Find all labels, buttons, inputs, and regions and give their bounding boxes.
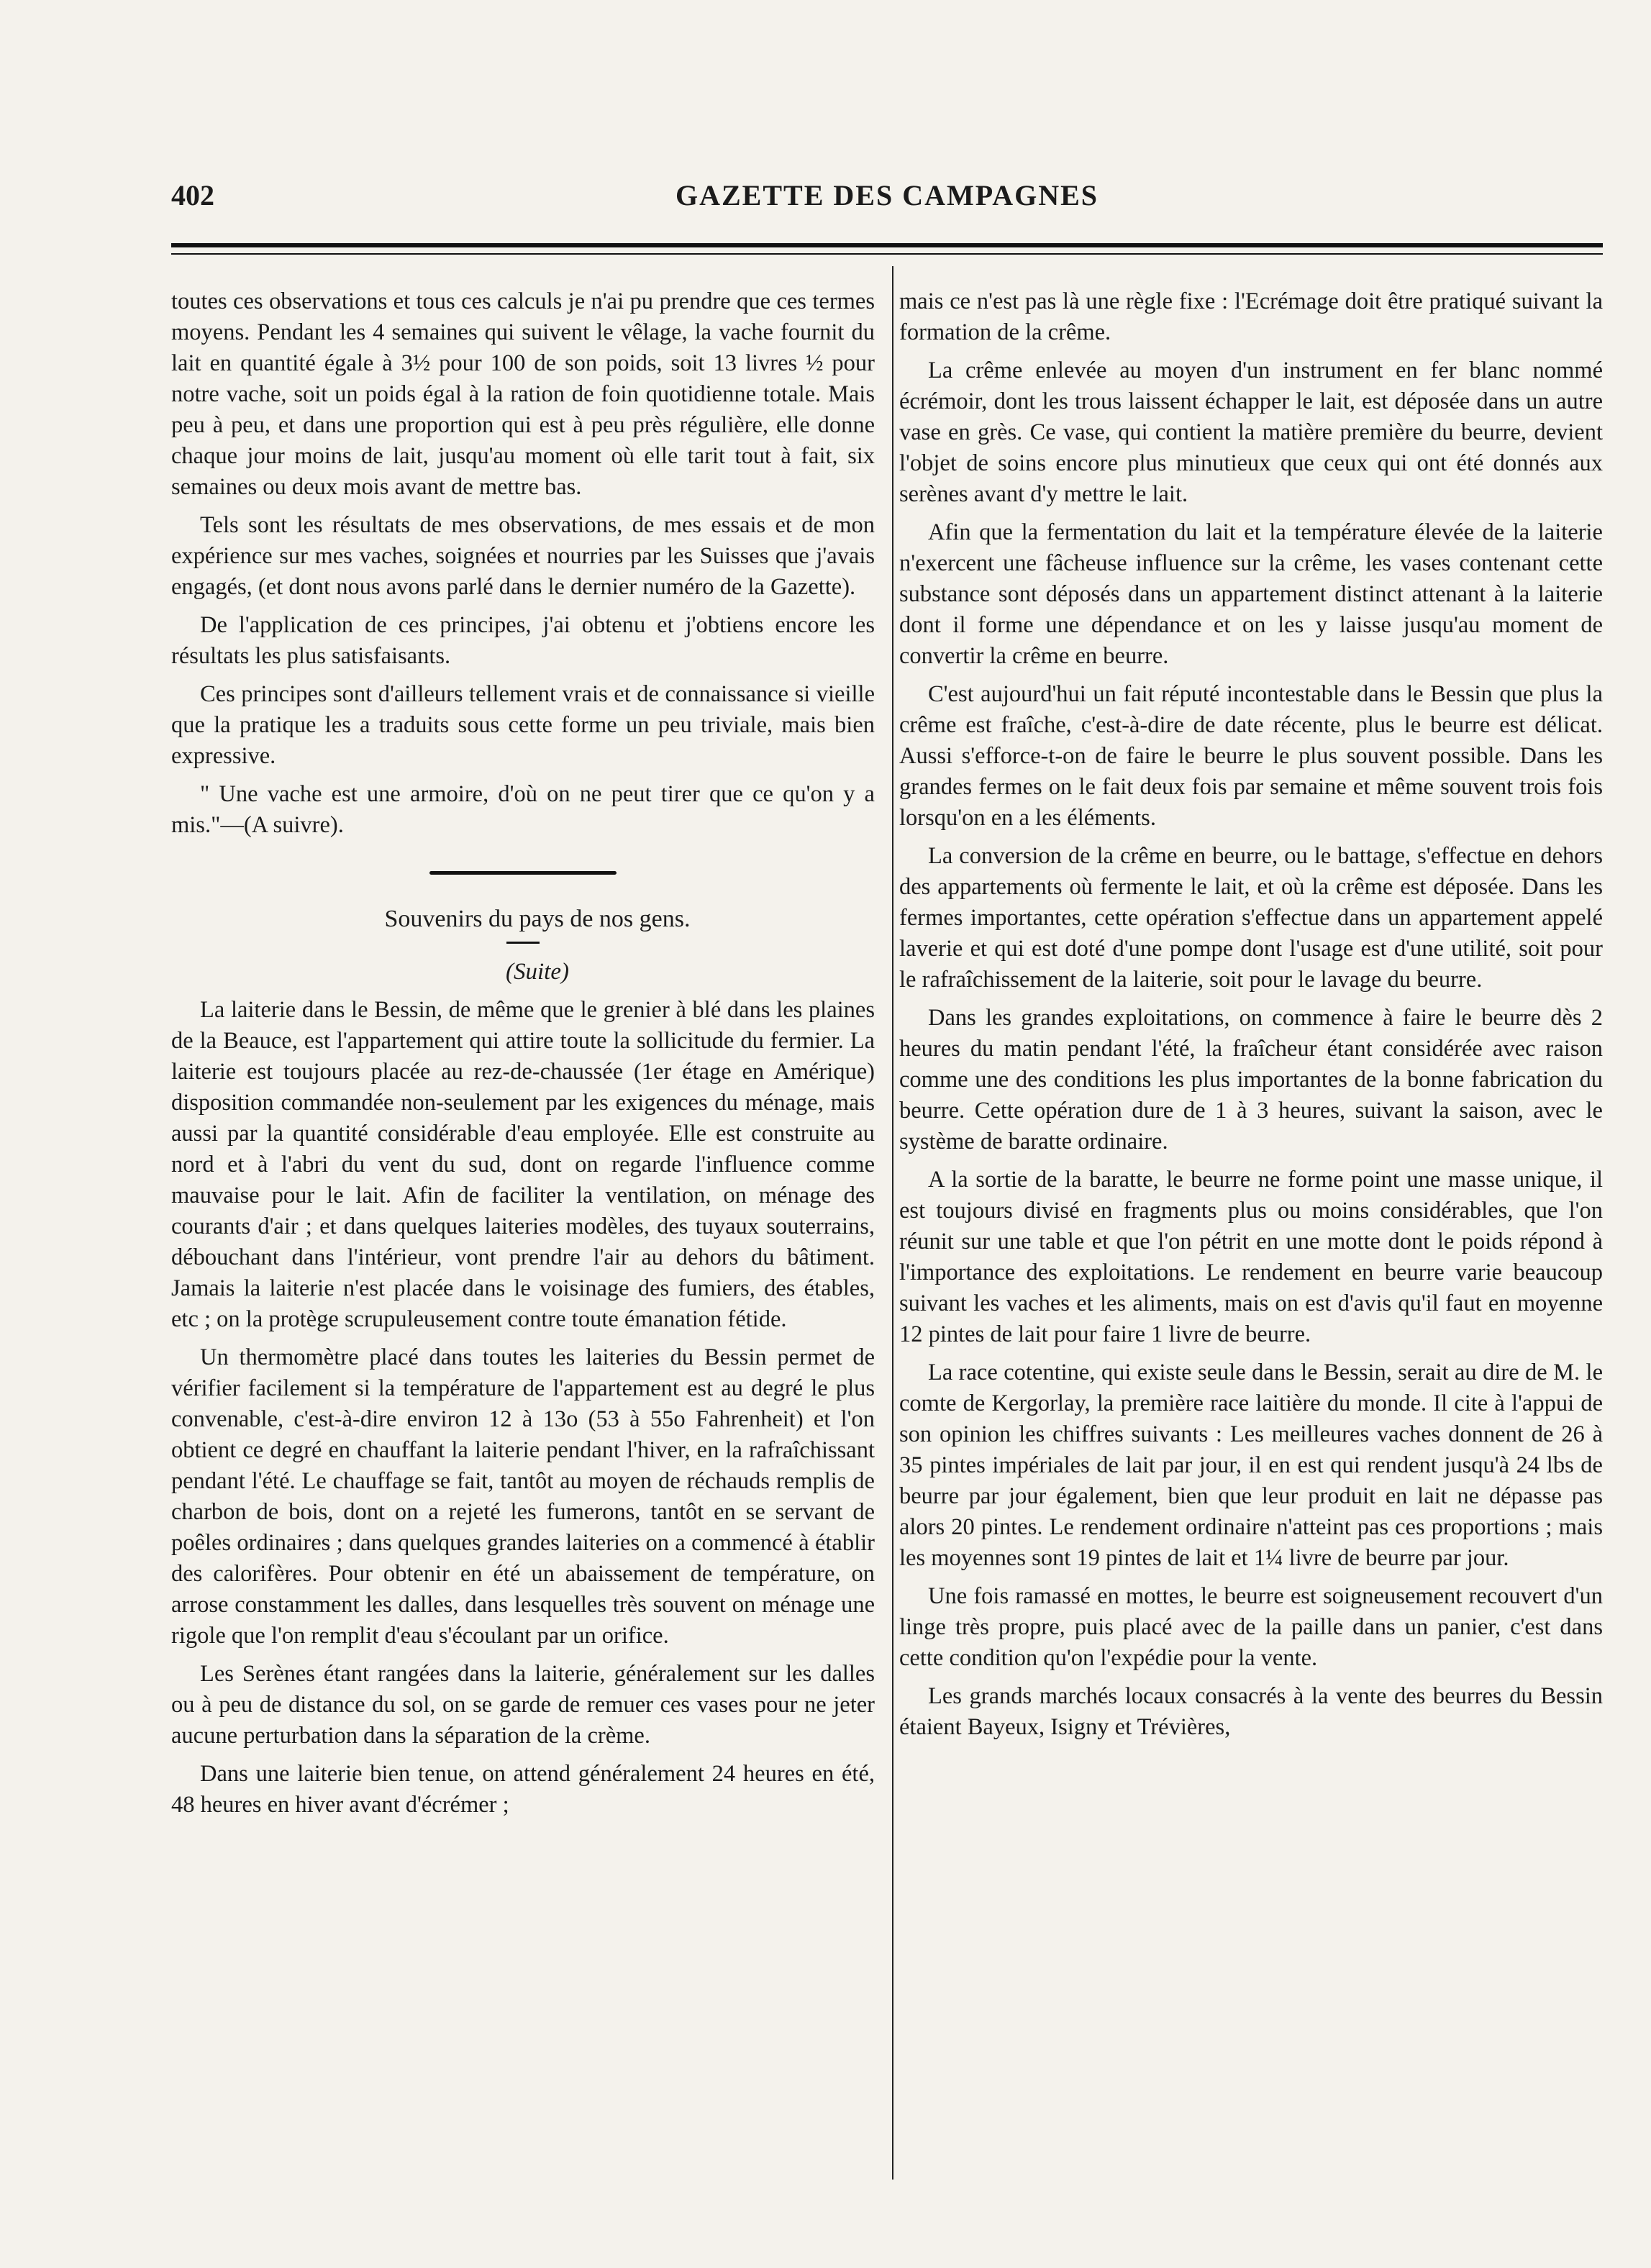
- article-paragraph: Ces principes sont d'ailleurs tellement vrais et de connaissance si vieille que la pratique les a traduits sous cette forme un peu triviale, mais bien expressive.: [171, 681, 875, 769]
- masthead-title: GAZETTE DES CAMPAGNES: [675, 179, 1099, 211]
- article-paragraph: Afin que la fermentation du lait et la température élevée de la laiterie n'exercent une fâcheuse influence sur la crême, les vases contenant cette substance sont déposés dans un appartement distinct attenant à la laiterie dont il forme une dépendance et on les y laisse jusqu'au moment de convertir la crême en beurre.: [899, 519, 1603, 669]
- article-paragraph: La laiterie dans le Bessin, de même que le grenier à blé dans les plaines de la Beauce, est l'appartement qui attire toute la sollicitude du fermier. La laiterie est toujours placée au rez-de-chaussée (1er étage en Amérique) disposition commandée non-seulement par les exigences du ménage, mais aussi par la quantité considérable d'eau employée. Elle est construite au nord et à l'abri du vent du sud, dont on regarde l'influence comme mauvaise pour le lait. Afin de faciliter la ventilation, on ménage des courants d'air ; et dans quelques laiteries modèles, des tuyaux souterrains, débouchant dans l'intérieur, vont prendre l'air au dehors du bâtiment. Jamais la laiterie n'est placée dans le voisinage des fumiers, des étables, etc ; on la protège scrupuleusement contre toute émanation fétide.: [171, 997, 875, 1332]
- article-paragraph: Dans une laiterie bien tenue, on attend généralement 24 heures en été, 48 heures en hiver avant d'écrémer ;: [171, 1761, 875, 1818]
- article-paragraph: mais ce n'est pas là une règle fixe : l'Ecrémage doit être pratiqué suivant la formation de la crême.: [899, 288, 1603, 345]
- article-paragraph: Une fois ramassé en mottes, le beurre est soigneusement recouvert d'un linge très propre, puis placé avec de la paille dans un panier, c'est dans cette condition qu'on l'expédie pour la vente.: [899, 1583, 1603, 1671]
- section-title: Souvenirs du pays de nos gens.: [384, 906, 691, 932]
- article-paragraph: " Une vache est une armoire, d'où on ne peut tirer que ce qu'on y a mis."—(A suivre).: [171, 781, 875, 838]
- header-rule-thick: [171, 243, 1603, 247]
- column-divider: [892, 266, 893, 2180]
- header-rule-thin: [171, 253, 1603, 255]
- article-paragraph: C'est aujourd'hui un fait réputé incontestable dans le Bessin que plus la crême est fraîche, c'est-à-dire de date récente, plus le beurre est délicat. Aussi s'efforce-t-on de faire le beurre le plus souvent possible. Dans les grandes fermes on le fait deux fois par semaine et même souvent trois fois lorsqu'on en a les éléments.: [899, 681, 1603, 831]
- article-paragraph: toutes ces observations et tous ces calculs je n'ai pu prendre que ces termes moyens. Pendant les 4 semaines qui suivent le vêlage, la vache fournit du lait en quantité égale à 3½ pour 100 de son poids, soit 13 livres ½ pour notre vache, soit un poids égal à la ration de foin quotidienne totale. Mais peu à peu, et dans une proportion qui est à peu près régulière, elle donne chaque jour moins de lait, jusqu'au moment où elle tarit tout à fait, six semaines ou deux mois avant de mettre bas.: [171, 288, 875, 500]
- article-paragraph: La crême enlevée au moyen d'un instrument en fer blanc nommé écrémoir, dont les trous laissent échapper le lait, est déposée dans un autre vase en grès. Ce vase, qui contient la matière première du beurre, devient l'objet de soins encore plus minutieux que ceux qui ont été donnés aux serènes avant d'y mettre le lait.: [899, 357, 1603, 507]
- article-paragraph: De l'application de ces principes, j'ai obtenu et j'obtiens encore les résultats les plus satisfaisants.: [171, 612, 875, 669]
- title-dash: [506, 942, 540, 944]
- article-paragraph: La conversion de la crême en beurre, ou le battage, s'effectue en dehors des appartements où fermente le lait, et où la crême est déposée. Dans les fermes importantes, cette opération s'effectue dans un appartement appelé laverie et qui est doté d'une pompe dont l'usage est d'une utilité, soit pour le rafraîchissement de la laiterie, soit pour le lavage du beurre.: [899, 843, 1603, 993]
- right-column: [899, 286, 1603, 1750]
- left-column: [171, 286, 875, 1828]
- article-paragraph: Tels sont les résultats de mes observations, de mes essais et de mon expérience sur mes vaches, soignées et nourries par les Suisses que j'avais engagés, (et dont nous avons parlé dans le dernier numéro de la Gazette).: [171, 512, 875, 600]
- page-number: 402: [171, 179, 214, 211]
- section-subtitle: (Suite): [506, 959, 569, 985]
- article-paragraph: A la sortie de la baratte, le beurre ne forme point une masse unique, il est toujours divisé en fragments plus ou moins considérables, que l'on réunit sur une table et que l'on pétrit en une motte dont le poids répond à l'importance des exploitations. Le rendement en beurre varie beaucoup suivant les vaches et les aliments, mais on est d'avis qu'il faut en moyenne 12 pintes de lait pour faire 1 livre de beurre.: [899, 1167, 1603, 1347]
- page-header: [171, 178, 1603, 214]
- article-paragraph: Les Serènes étant rangées dans la laiterie, généralement sur les dalles ou à peu de distance du sol, on se garde de remuer ces vases pour ne jeter aucune perturbation dans la séparation de la crème.: [171, 1661, 875, 1749]
- article-paragraph: Les grands marchés locaux consacrés à la vente des beurres du Bessin étaient Bayeux, Isigny et Trévières,: [899, 1683, 1603, 1740]
- article-paragraph: Dans les grandes exploitations, on commence à faire le beurre dès 2 heures du matin pendant l'été, la fraîcheur étant considérée avec raison comme une des conditions les plus importantes de la bonne fabrication du beurre. Cette opération dure de 1 à 3 heures, suivant la saison, avec le système de baratte ordinaire.: [899, 1005, 1603, 1155]
- section-separator: [429, 871, 617, 875]
- article-paragraph: Un thermomètre placé dans toutes les laiteries du Bessin permet de vérifier facilement si la température de l'appartement est au degré le plus convenable, c'est-à-dire environ 12 à 13o (53 à 55o Fahrenheit) et l'on obtient ce degré en chauffant la laiterie pendant l'hiver, en la rafraîchissant pendant l'été. Le chauffage se fait, tantôt au moyen de réchauds remplis de charbon de bois, dont on a rejeté les fumerons, tantôt en se servant de poêles ordinaires ; dans quelques grandes laiteries on a commencé à établir des calorifères. Pour obtenir en été un abaissement de température, on arrose constamment les dalles, dans lesquelles très souvent on ménage une rigole que l'on remplit d'eau s'écoulant par un orifice.: [171, 1344, 875, 1649]
- article-paragraph: La race cotentine, qui existe seule dans le Bessin, serait au dire de M. le comte de Kergorlay, la première race laitière du monde. Il cite à l'appui de son opinion les chiffres suivants : Les meilleures vaches donnent de 26 à 35 pintes impériales de lait par jour, il en est qui rendent jusqu'à 24 lbs de beurre par jour également, bien que leur produit en lait ne dépasse pas alors 20 pintes. Le rendement ordinaire n'atteint pas ces proportions ; mais les moyennes sont 19 pintes de lait et 1¼ livre de beurre par jour.: [899, 1360, 1603, 1571]
